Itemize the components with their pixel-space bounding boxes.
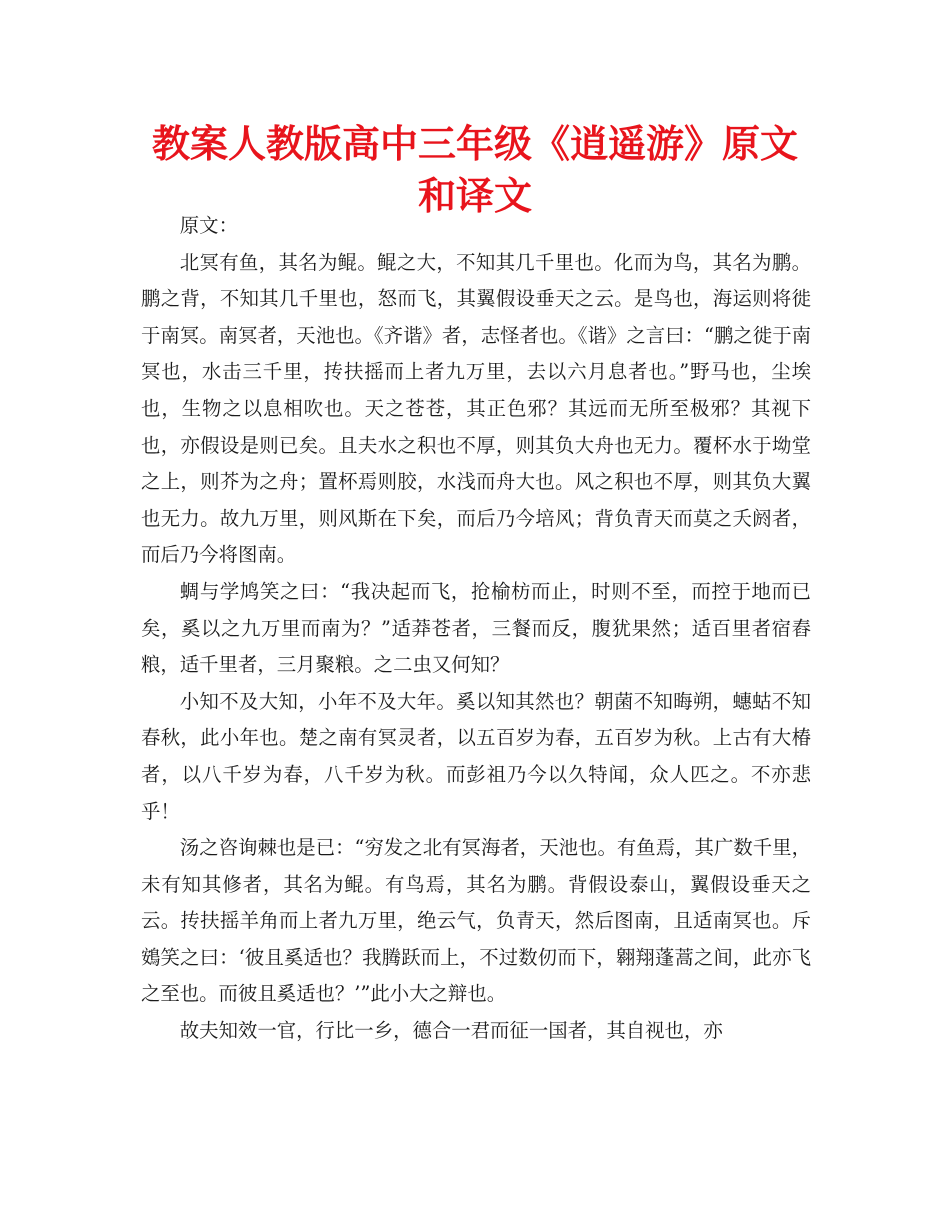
section-label: 原文： (179, 214, 238, 237)
paragraph: 蜩与学鸠笑之曰：“我决起而飞，抢榆枋而止，时则不至，而控于地而已矣，奚以之九万里而南为？”适莽苍者，三餐而反，腹犹果然；适百里者宿舂粮，适千里者，三月聚粮。之二虫又何知？ (141, 579, 811, 677)
paragraph: 北冥有鱼，其名为鲲。鲲之大，不知其几千里也。化而为鸟，其名为鹏。鹏之背，不知其几千里也，怒而飞，其翼假设垂天之云。是鸟也，海运则将徙于南冥。南冥者，天池也。《齐谐》者，志怪者也。《谐》之言曰：“鹏之徙于南冥也，水击三千里，抟扶摇而上者九万里，去以六月息者也。”野马也，尘埃也，生物之以息相吹也。天之苍苍，其正色邪？其远而无所至极邪？其视下也，亦假设是则已矣。且夫水之积也不厚，则其负大舟也无力。覆杯水于坳堂之上，则芥为之舟；置杯焉则胶，水浅而舟大也。风之积也不厚，则其负大翼也无力。故九万里，则风斯在下矣，而后乃今培风；背负青天而莫之夭阏者，而后乃今将图南。 (141, 250, 811, 567)
document-body (141, 208, 811, 1050)
paragraph: 汤之咨询棘也是已：“穷发之北有冥海者，天池也。有鱼焉，其广数千里，未有知其修者，其名为鲲。有鸟焉，其名为鹏。背假设泰山，翼假设垂天之云。抟扶摇羊角而上者九万里，绝云气，负青天，然后图南，且适南冥也。斥鴳笑之曰：‘彼且奚适也？我腾跃而上，不过数仞而下，翱翔蓬蒿之间，此亦飞之至也。而彼且奚适也？’”此小大之辩也。 (141, 836, 811, 1006)
document-title: 教案人教版高中三年级《逍遥游》原文和译文 (151, 122, 798, 218)
paragraph: 小知不及大知，小年不及大年。奚以知其然也？朝菌不知晦朔，蟪蛄不知春秋，此小年也。楚之南有冥灵者，以五百岁为春，五百岁为秋。上古有大椿者，以八千岁为春，八千岁为秋。而彭祖乃今以久特闻，众人匹之。不亦悲乎！ (141, 689, 811, 823)
paragraph: 故夫知效一官，行比一乡，德合一君而征一国者，其自视也，亦 (179, 1019, 723, 1043)
